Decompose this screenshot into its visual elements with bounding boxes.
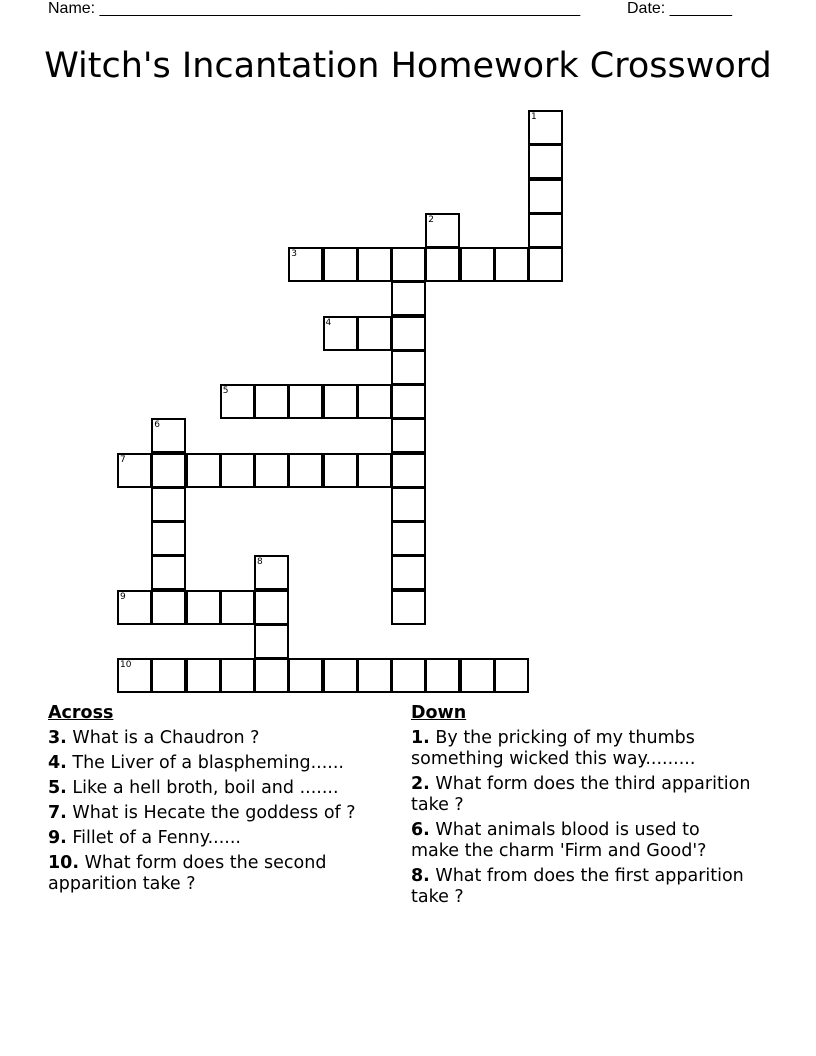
crossword-cell[interactable] [391,555,426,590]
crossword-cell[interactable] [151,418,186,453]
clue-across-5 [48,778,393,799]
clue-down-8 [411,866,751,908]
clue-text: What form does the third apparition take ? [411,774,751,815]
crossword-cell[interactable] [151,590,186,625]
crossword-cell[interactable] [254,453,289,488]
crossword-cell[interactable] [357,453,392,488]
clue-down-2 [411,774,751,816]
crossword-cell[interactable] [117,590,152,625]
crossword-cell[interactable] [186,658,221,693]
crossword-cell[interactable] [357,247,392,282]
crossword-cell[interactable] [151,487,186,522]
clue-text: Like a hell broth, boil and ....... [66,778,339,798]
crossword-cell[interactable] [425,213,460,248]
crossword-cell[interactable] [528,247,563,282]
crossword-cell[interactable] [528,213,563,248]
crossword-cell[interactable] [425,658,460,693]
crossword-cell[interactable] [220,384,255,419]
crossword-cell[interactable] [391,384,426,419]
clue-number-label: 1 [531,112,537,122]
crossword-cell[interactable] [357,658,392,693]
crossword-cell[interactable] [425,247,460,282]
clue-text: The Liver of a blaspheming...... [66,753,344,773]
clue-text: Fillet of a Fenny...... [66,828,241,848]
clue-number-label: 9 [120,591,126,602]
crossword-cell[interactable] [528,110,563,145]
crossword-cell[interactable] [186,453,221,488]
clue-number: 2. [411,774,430,794]
clue-across-4 [48,753,393,774]
crossword-cell[interactable] [151,555,186,590]
crossword-cell[interactable] [288,658,323,693]
crossword-cell[interactable] [391,453,426,488]
crossword-cell[interactable] [323,384,358,419]
crossword-cell[interactable] [391,418,426,453]
clue-number-label: 8 [257,557,263,568]
clue-text: By the pricking of my thumbs something wicked this way......... [411,728,696,769]
clue-number: 4. [48,753,67,773]
clue-number: 3. [48,728,67,748]
clue-number: 10. [48,853,80,873]
crossword-cell[interactable] [391,658,426,693]
crossword-cell[interactable] [151,453,186,488]
crossword-cell[interactable] [460,658,495,693]
crossword-cell[interactable] [323,316,358,351]
crossword-cell[interactable] [151,521,186,556]
crossword-cell[interactable] [323,453,358,488]
clue-number: 5. [48,778,67,798]
crossword-cell[interactable] [460,247,495,282]
clue-across-9 [48,828,393,849]
crossword-cell[interactable] [323,658,358,693]
clue-number-label: 4 [325,317,332,328]
crossword-cell[interactable] [117,453,152,488]
clue-across-7 [48,803,393,824]
crossword-cell[interactable] [391,590,426,625]
date-field[interactable]: Date: _______ [627,0,732,17]
crossword-cell[interactable] [357,384,392,419]
page-title: Witch's Incantation Homework Crossword [44,46,772,86]
name-field[interactable]: Name: ______________________________________________________ [48,0,581,17]
crossword-cell[interactable] [220,658,255,693]
crossword-cell[interactable] [254,384,289,419]
crossword-cell[interactable] [117,658,152,693]
crossword-cell[interactable] [391,247,426,282]
clue-number-label: 5 [222,386,229,396]
across-heading: Across [48,703,114,723]
down-clues [411,702,751,912]
crossword-cell[interactable] [391,521,426,556]
crossword-cell[interactable] [494,658,529,693]
crossword-cell[interactable] [220,453,255,488]
clue-number: 6. [411,820,430,840]
crossword-cell[interactable] [151,658,186,693]
clue-number-label: 6 [154,420,161,431]
clue-number-label: 10 [120,660,132,670]
clue-text: What animals blood is used to make the charm 'Firm and Good'? [411,820,707,861]
clue-text: What is a Chaudron ? [66,728,260,748]
crossword-cell[interactable] [323,247,358,282]
clue-text: What is Hecate the goddess of ? [66,803,356,823]
crossword-cell[interactable] [391,350,426,385]
crossword-cell[interactable] [357,316,392,351]
crossword-cell[interactable] [528,179,563,214]
clue-number: 8. [411,866,430,886]
clue-number-label: 7 [120,454,126,465]
clue-text: What from does the first apparition take ? [411,866,744,907]
crossword-cell[interactable] [494,247,529,282]
clue-across-3 [48,728,393,749]
crossword-cell[interactable] [254,658,289,693]
crossword-cell[interactable] [186,590,221,625]
crossword-cell[interactable] [391,316,426,351]
crossword-cell[interactable] [254,624,289,659]
clue-number: 1. [411,728,430,748]
crossword-cell[interactable] [391,487,426,522]
crossword-cell[interactable] [254,555,289,590]
crossword-cell[interactable] [288,247,323,282]
clue-down-1 [411,728,751,770]
clue-down-6 [411,820,751,862]
crossword-cell[interactable] [220,590,255,625]
crossword-cell[interactable] [391,281,426,316]
clue-across-10 [48,853,393,895]
clue-number-label: 2 [428,214,435,225]
crossword-cell[interactable] [254,590,289,625]
clue-number: 9. [48,828,67,848]
clue-number-label: 3 [291,249,298,259]
clue-text: What form does the second apparition take ? [48,853,327,894]
across-clues [48,702,393,899]
crossword-cell[interactable] [528,144,563,179]
down-heading: Down [411,703,467,723]
clue-number: 7. [48,803,67,823]
crossword-cell[interactable] [288,384,323,419]
crossword-cell[interactable] [288,453,323,488]
